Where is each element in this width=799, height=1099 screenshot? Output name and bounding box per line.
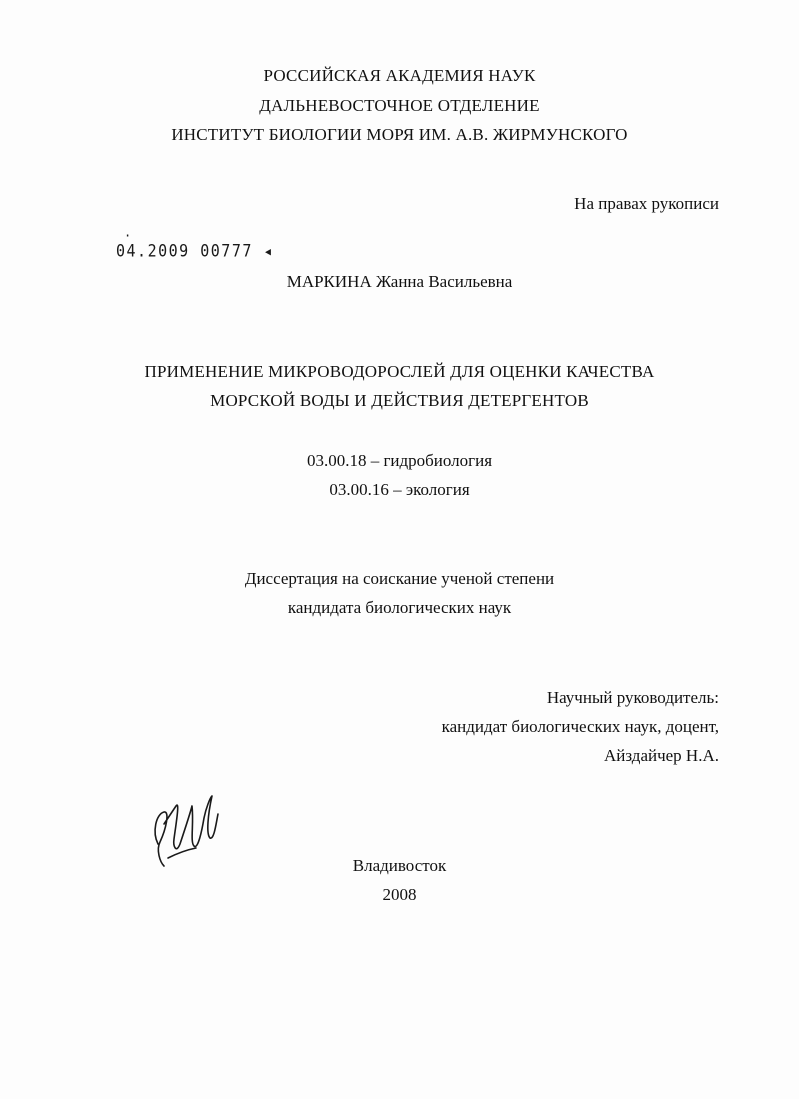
supervisor-label: Научный руководитель: — [546, 688, 719, 707]
author-name: МАРКИНА Жанна Васильевна — [286, 272, 513, 291]
stamp-mark-icon: · — [124, 227, 133, 244]
city: Владивосток — [352, 856, 447, 875]
archive-stamp — [116, 227, 274, 261]
degree-line-1: Диссертация на соискание ученой степени — [244, 569, 555, 588]
specialty-ecology: 03.00.16 – экология — [329, 480, 470, 499]
title-line-2: МОРСКОЙ ВОДЫ И ДЕЙСТВИЯ ДЕТЕРГЕНТОВ — [210, 391, 589, 410]
title-line-1: ПРИМЕНЕНИЕ МИКРОВОДОРОСЛЕЙ ДЛЯ ОЦЕНКИ КАЧЕСТВА — [144, 362, 655, 381]
stamp-arrow-icon: ◂ — [263, 241, 274, 261]
supervisor-name: Айздайчер Н.А. — [604, 746, 719, 765]
header-academy: РОССИЙСКАЯ АКАДЕМИЯ НАУК — [263, 66, 536, 85]
supervisor-credentials: кандидат биологических наук, доцент, — [441, 717, 719, 736]
header-branch: ДАЛЬНЕВОСТОЧНОЕ ОТДЕЛЕНИЕ — [259, 96, 540, 115]
header-institute: ИНСТИТУТ БИОЛОГИИ МОРЯ ИМ. А.В. ЖИРМУНСКОГО — [171, 125, 628, 144]
degree-line-2: кандидата биологических наук — [287, 598, 512, 617]
specialty-hydrobiology: 03.00.18 – гидробиология — [306, 451, 493, 470]
stamp-number: 04.2009 00777 — [116, 241, 253, 261]
manuscript-note: На правах рукописи — [574, 194, 719, 213]
year: 2008 — [382, 885, 417, 904]
